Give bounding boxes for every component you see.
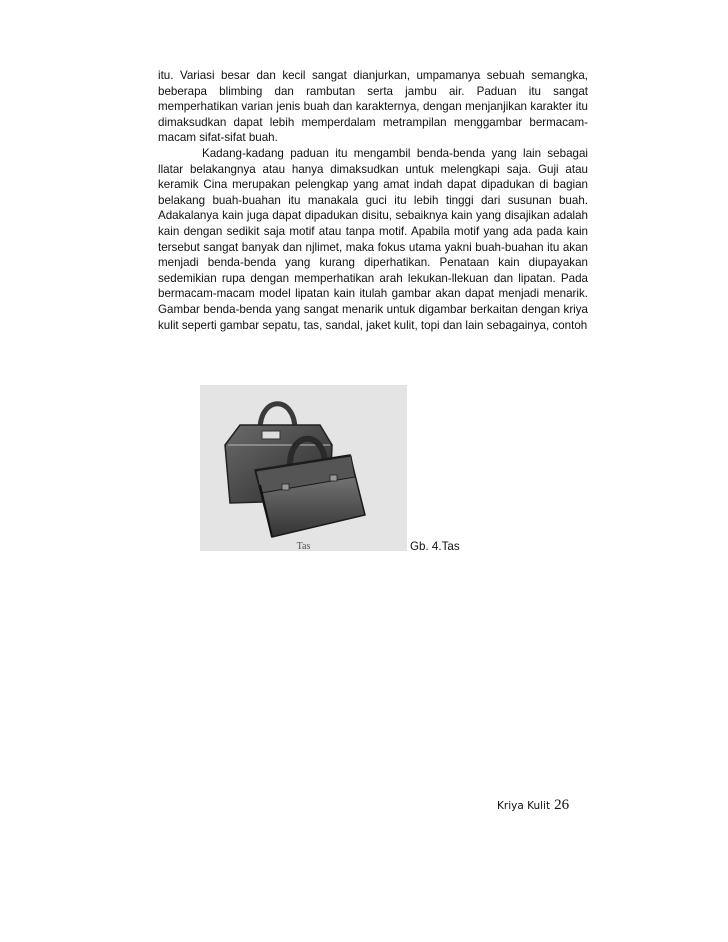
- bags-illustration: [200, 385, 407, 551]
- book-title: Kriya Kulit: [497, 800, 551, 812]
- page-footer: [497, 797, 569, 814]
- body-text: [158, 68, 588, 333]
- bags-drawing: [200, 385, 407, 551]
- page-number: 26: [554, 797, 570, 813]
- figure-caption: Gb. 4.Tas: [410, 540, 460, 553]
- paragraph-1: itu. Variasi besar dan kecil sangat dianjurkan, umpamanya sebuah semangka, beberapa blimbing dan rambutan serta jambu air. Paduan itu sangat memperhatikan varian jenis buah dan karakternya, dengan menjanjikan karakter itu dimaksudkan dapat lebih memperdalam metrampilan menggambar bermacam-macam sifat-sifat buah.: [158, 69, 588, 145]
- paragraph-2: Kadang-kadang paduan itu mengambil benda-benda yang lain sebagai llatar belakangnya atau hanya dimaksudkan untuk melengkapi saja. Guji atau keramik Cina merupakan pelengkap yang amat indah dapat dipadukan di bagian belakang buah-buahan itu manakala guci itu lebih tinggi dari susunan buah. Adakalanya kain juga dapat dipadukan disitu, sebaiknya kain yang disajikan adalah kain dengan sedikit saja motif atau tanpa motif. Apabila motif yang ada pada kain tersebut sangat banyak dan njlimet, maka fokus utama yakni buah-buahan itu akan menjadi benda-benda yang kurang diperhatikan. Penataan kain diupayakan sedemikian rupa dengan memperhatikan arah lekukan-llekuan dan lipatan. Pada bermacam-macam model lipatan kain itulah gambar akan dapat menjadi menarik. Gambar benda-benda yang sangat menarik untuk digambar berkaitan dengan kriya kulit seperti gambar sepatu, tas, sandal, jaket kulit, topi dan lain sebagainya, contoh: [158, 146, 588, 332]
- figure-inner-label: Tas: [296, 541, 311, 551]
